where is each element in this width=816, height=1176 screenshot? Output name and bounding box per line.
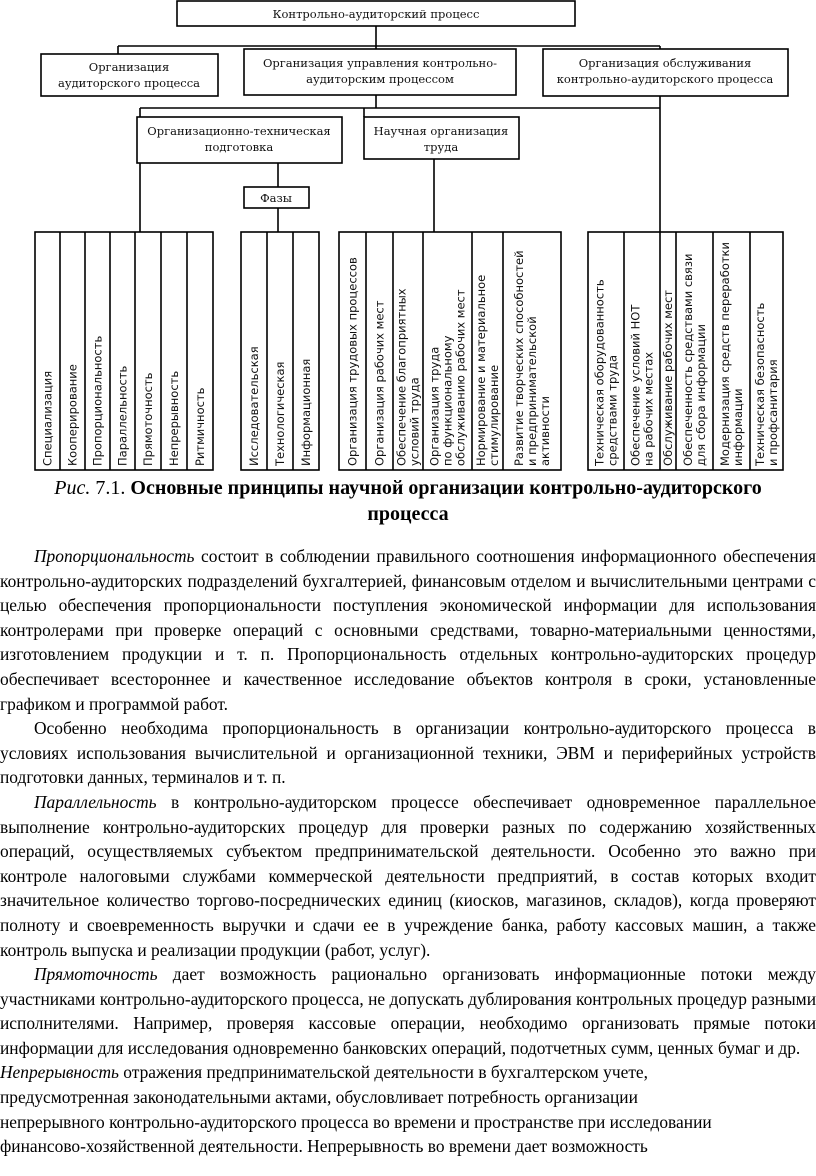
diagram-vertical-label: Модернизация средств переработки: [718, 242, 732, 466]
diagram-vertical-label: Специализация: [40, 370, 55, 466]
diagram-vertical-label: и предпринимательской: [525, 316, 539, 466]
diagram-vertical-label: Организация труда: [427, 346, 442, 466]
term-directness: Прямоточность: [34, 964, 158, 985]
figure-word: Рис.: [54, 477, 91, 499]
diagram: [0, 0, 816, 475]
diagram-vertical-label: Непрерывность: [167, 370, 181, 466]
diagram-vertical-label: по функциональному: [440, 335, 455, 466]
paragraph-directness: [0, 962, 816, 1060]
box-scientific-org-line2: труда: [423, 140, 459, 154]
box-management-line2: аудиторским процессом: [306, 72, 454, 86]
diagram-vertical-label: информации: [731, 388, 745, 466]
diagram-vertical-label: Развитие творческих способностей: [512, 250, 526, 466]
continuity-line-1: отражения предпринимательской деятельности в бухгалтерском учете,: [118, 1062, 648, 1083]
diagram-vertical-label: Ритмичность: [193, 387, 207, 466]
continuity-line-3: непрерывного контрольно-аудиторского процесса во времени и пространстве при исследовании: [0, 1111, 712, 1132]
paragraph-parallelism: [0, 790, 816, 962]
body-text: [0, 544, 816, 1159]
diagram-vertical-label: Обеспеченность средствами связи: [681, 253, 695, 466]
diagram-vertical-label: Прямоточность: [141, 372, 155, 466]
box-audit-process-line1: Организация: [88, 60, 170, 74]
diagram-vertical-label: и профсанитария: [766, 359, 780, 466]
figure-number: 7.1.: [90, 477, 131, 499]
diagram-vertical-label: стимулирование: [487, 364, 501, 466]
continuity-line-2: предусмотренная законодательными актами, обусловливает потребность организации: [0, 1087, 638, 1108]
diagram-vertical-label: Исследовательская: [247, 346, 261, 466]
paragraph-proportionality: [0, 544, 816, 716]
term-proportionality: Пропорциональность: [34, 546, 195, 566]
box-service-line2: контрольно-аудиторского процесса: [556, 72, 774, 86]
diagram-vertical-label: на рабочих местах: [641, 351, 656, 466]
term-parallelism: Параллельность: [34, 791, 157, 812]
diagram-vertical-label: Пропорциональность: [90, 335, 105, 466]
diagram-vertical-label: активности: [538, 396, 552, 466]
diagram-vertical-label: Нормирование и материальное: [474, 274, 488, 466]
box-service-line1: Организация обслуживания: [578, 56, 752, 70]
paragraph-continuity: [0, 1060, 816, 1158]
paragraph-computing: [0, 716, 816, 790]
box-management-line1: Организация управления контрольно-: [262, 56, 498, 70]
diagram-vertical-label: Информационная: [299, 358, 313, 466]
diagram-vertical-label: Организация трудовых процессов: [345, 257, 360, 466]
box-phases-label: Фазы: [260, 191, 292, 205]
box-audit-process-line2: аудиторского процесса: [57, 76, 201, 90]
term-continuity: Непрерывность: [0, 1062, 119, 1083]
diagram-vertical-label: обслуживанию рабочих мест: [453, 289, 468, 466]
figure-caption: [40, 475, 776, 527]
box-org-tech-line1: Организационно-техническая: [147, 124, 331, 138]
diagram-vertical-label: условий труда: [407, 377, 422, 466]
diagram-vertical-label: для сбора информации: [694, 324, 708, 466]
box-scientific-org-line1: Научная организация: [373, 124, 509, 138]
diagram-vertical-label: средствами труда: [605, 354, 620, 466]
paragraph-text: состоит в соблюдении правильного соотношения информационного обеспечения контрольно-аудиторских подразделений бухгалтерией, финансовым отделом и вычислительными центрами с целью обеспечения пропорциональности поступления экономической информации для использования контролерами при проверке операций с основными средствами, товарно-материальными ценностями, изготовлением продукции и т. п. Пропорциональность отдельных контрольно-аудиторских процедур обеспечивает всестороннее и качественное исследование объектов контроля в сроки, установленные графиком и программой работ.: [0, 546, 816, 714]
diagram-vertical-label: Техническая оборудованность: [592, 279, 607, 466]
continuity-line-4: финансово-хозяйственной деятельности. Непрерывность во времени дает возможность: [0, 1136, 648, 1157]
diagram-vertical-label: Техническая безопасность: [753, 302, 767, 466]
figure-title: Основные принципы научной организации контрольно-аудиторского процесса: [130, 477, 762, 525]
paragraph-text: дает возможность рационально организовать информационные потоки между участниками контрольно-аудиторского процесса, не допускать дублирования контрольных процедур разными исполнителями. Например, проверяя кассовые операции, необходимо организовать прямые потоки информации для исследования одновременно банковских операций, подотчетных сумм, ценных бумаг и др.: [0, 964, 816, 1058]
diagram-vertical-label: Кооперирование: [65, 364, 80, 466]
box-org-tech-line2: подготовка: [204, 140, 274, 154]
diagram-vertical-label: Обеспечение условий НОТ: [628, 304, 643, 466]
box-top-label: Контрольно-аудиторский процесс: [272, 7, 480, 21]
paragraph-text: в контрольно-аудиторском процессе обеспечивает одновременное параллельное выполнение контрольно-аудиторских процедур для проверки разных по содержанию хозяйственных операций, осуществляемых субъектом предпринимательской деятельности. Особенно это важно при контроле налоговыми службами коммерческой деятельности предприятий, в состав которых входит значительное количество торгово-посреднических единиц (киосков, магазинов, складов), когда проверяют полноту и своевременность выручки и сдачи ее в учреждение банка, работу кассовых машин, а также контроль выпуска и реализации продукции (работ, услуг).: [0, 791, 816, 960]
diagram-vertical-label: Параллельность: [115, 365, 130, 466]
paragraph-text: Особенно необходима пропорциональность в организации контрольно-аудиторского процесса в условиях использования вычислительной и организационной техники, ЭВМ и периферийных устройств подготовки данных, терминалов и т. п.: [0, 718, 816, 788]
diagram-vertical-label: Обслуживание рабочих мест: [661, 290, 675, 466]
diagram-vertical-label: Технологическая: [273, 361, 287, 466]
diagram-vertical-label: Организация рабочих мест: [372, 300, 387, 466]
diagram-vertical-label: Обеспечение благоприятных: [394, 288, 409, 466]
